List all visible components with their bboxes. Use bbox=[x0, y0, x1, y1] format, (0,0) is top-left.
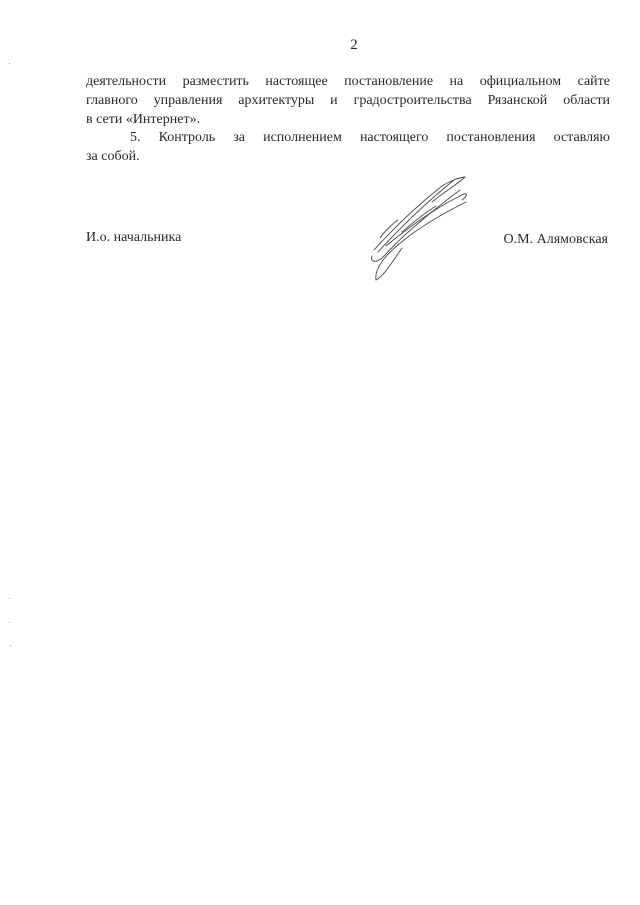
paragraph-line: деятельности разместить настоящее постановление на официальном сайте bbox=[86, 74, 610, 89]
paragraph-line: 5. Контроль за исполнением настоящего постановления оставляю bbox=[130, 130, 610, 145]
paragraph-line: за собой. bbox=[86, 149, 140, 164]
paragraph-publication bbox=[86, 72, 610, 129]
handwritten-signature bbox=[362, 172, 482, 284]
signatory-name: О.М. Алямовская bbox=[503, 232, 608, 247]
page-number: 2 bbox=[350, 37, 358, 53]
scan-speck bbox=[10, 645, 11, 646]
scan-speck bbox=[9, 598, 10, 599]
scan-speck bbox=[9, 63, 10, 64]
paragraph-line: в сети «Интернет». bbox=[86, 112, 201, 127]
scan-speck bbox=[9, 622, 10, 623]
paragraph-line: главного управления архитектуры и градостроительства Рязанской области bbox=[86, 93, 610, 108]
signatory-title: И.о. начальника bbox=[86, 230, 182, 245]
paragraph-control bbox=[86, 128, 610, 166]
